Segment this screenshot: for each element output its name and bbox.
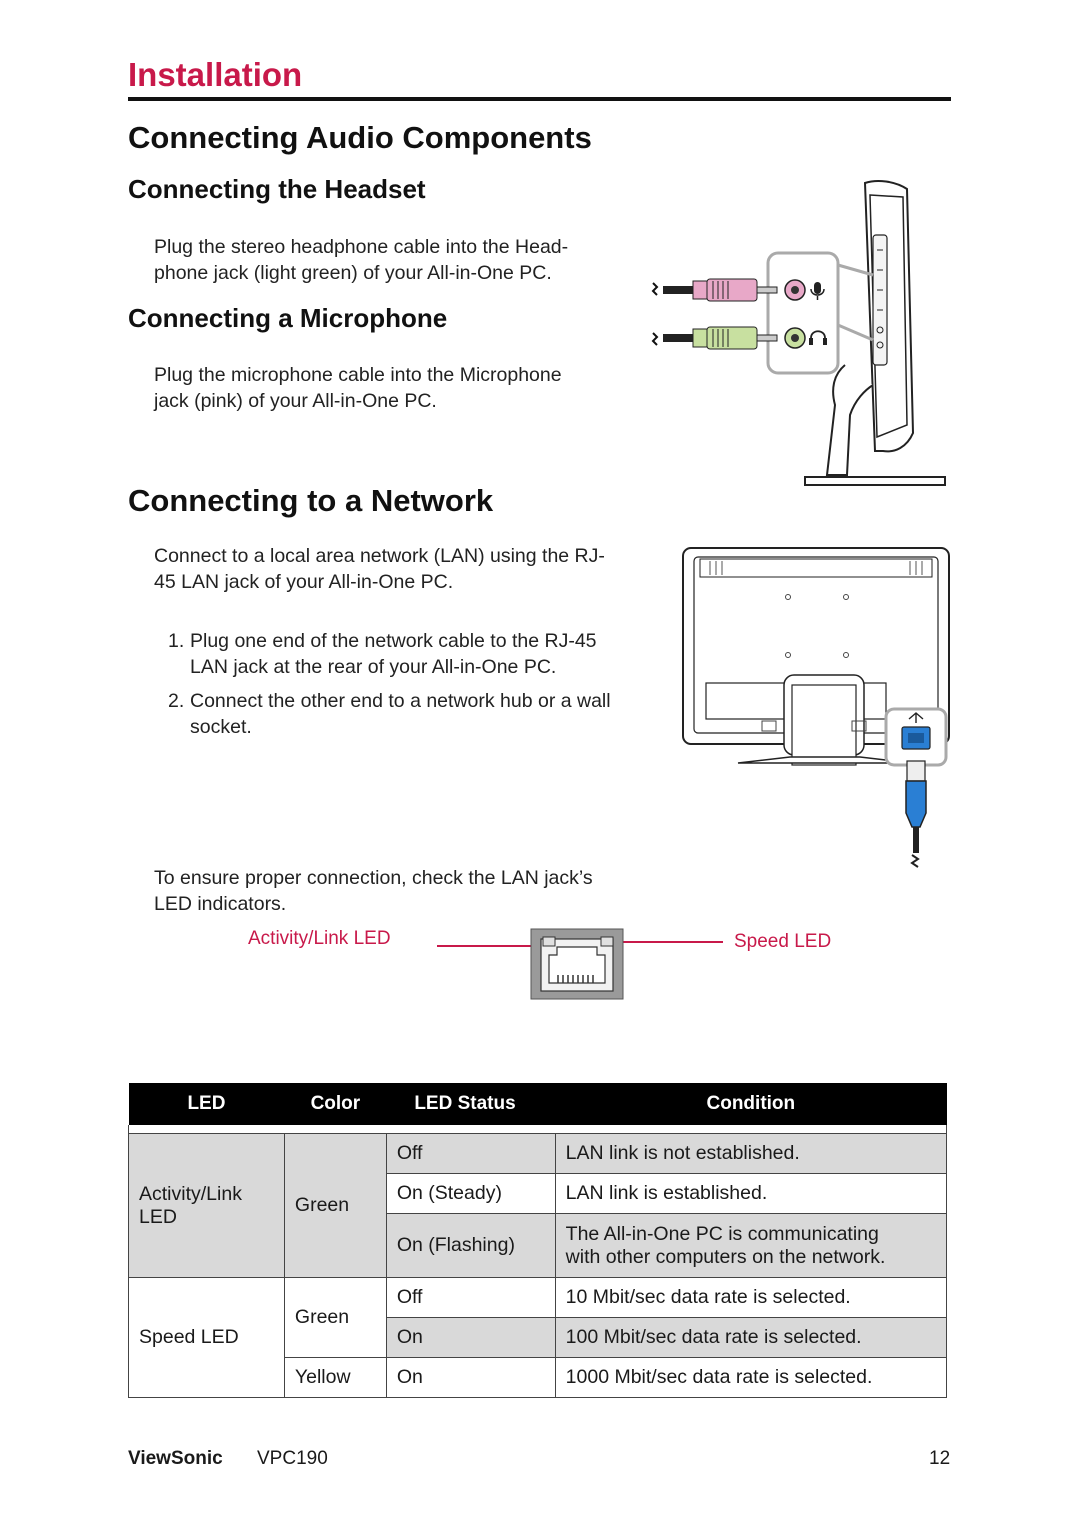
check-text-line1: To ensure proper connection, check the LAN jack’s xyxy=(154,867,593,889)
headset-text-line2: phone jack (light green) of your All-in-One PC. xyxy=(154,262,552,284)
network-intro-line2: 45 LAN jack of your All-in-One PC. xyxy=(154,571,454,593)
step-2-line2: socket. xyxy=(190,716,252,738)
headset-text xyxy=(154,234,568,286)
table-row xyxy=(129,1134,947,1174)
speed-status-on-green: On xyxy=(386,1318,555,1358)
header-color: Color xyxy=(284,1083,386,1125)
header-condition: Condition xyxy=(555,1083,946,1125)
audio-title: Connecting Audio Components xyxy=(128,120,592,155)
step-2-number: 2. xyxy=(168,690,185,712)
flashing-condition-line1: The All-in-One PC is communicating xyxy=(565,1222,879,1245)
speed-led-label: Speed LED xyxy=(734,931,832,952)
table-row xyxy=(129,1278,947,1318)
headset-text-line1: Plug the stereo headphone cable into the Head- xyxy=(154,236,569,258)
footer-model: VPC190 xyxy=(257,1448,328,1469)
lan-jack-diagram xyxy=(435,925,725,1005)
microphone-text-line2: jack (pink) of your All-in-One PC. xyxy=(154,390,437,412)
led-table xyxy=(128,1083,947,1398)
header-rule xyxy=(128,97,951,101)
activity-led-line1: Activity/Link xyxy=(139,1182,242,1205)
headset-heading: Connecting the Headset xyxy=(128,174,426,204)
speed-color-green: Green xyxy=(284,1278,386,1358)
speed-status-off: Off xyxy=(386,1278,555,1318)
activity-condition-steady: LAN link is established. xyxy=(555,1174,946,1214)
speed-color-yellow: Yellow xyxy=(284,1358,386,1398)
step-2-text xyxy=(190,688,670,740)
header-led: LED xyxy=(129,1083,285,1125)
speed-condition-100: 100 Mbit/sec data rate is selected. xyxy=(555,1318,946,1358)
step-1-line2: LAN jack at the rear of your All-in-One PC. xyxy=(190,656,557,678)
table-header-row xyxy=(129,1083,947,1125)
header-led-status: LED Status xyxy=(386,1083,555,1125)
flashing-condition-line2: with other computers on the network. xyxy=(565,1245,886,1268)
activity-status-steady: On (Steady) xyxy=(386,1174,555,1214)
step-1-text xyxy=(190,628,670,680)
step-1-number: 1. xyxy=(168,630,185,652)
speed-status-on-yellow: On xyxy=(386,1358,555,1398)
step-2-line1: Connect the other end to a network hub or a wall xyxy=(190,690,611,712)
page-number: 12 xyxy=(929,1448,951,1469)
speed-led-cell: Speed LED xyxy=(129,1278,285,1398)
speed-condition-10: 10 Mbit/sec data rate is selected. xyxy=(555,1278,946,1318)
step-1 xyxy=(168,628,668,680)
check-text xyxy=(154,865,593,917)
step-1-line1: Plug one end of the network cable to the RJ-45 xyxy=(190,630,597,652)
activity-status-flashing: On (Flashing) xyxy=(386,1214,555,1278)
activity-led-line2: LED xyxy=(139,1205,177,1228)
activity-color-cell: Green xyxy=(284,1134,386,1278)
step-2 xyxy=(168,688,668,740)
network-intro-line1: Connect to a local area network (LAN) using the RJ- xyxy=(154,545,605,567)
section-title: Installation xyxy=(128,56,303,93)
activity-condition-flashing xyxy=(555,1214,946,1278)
network-title: Connecting to a Network xyxy=(128,483,494,518)
activity-led-label: Activity/Link LED xyxy=(248,928,391,949)
network-intro xyxy=(154,543,605,595)
audio-illustration xyxy=(645,175,955,495)
microphone-text xyxy=(154,362,562,414)
microphone-text-line1: Plug the microphone cable into the Microphone xyxy=(154,364,562,386)
activity-led-cell xyxy=(129,1134,285,1278)
check-text-line2: LED indicators. xyxy=(154,893,287,915)
footer-brand: ViewSonic xyxy=(128,1448,223,1469)
activity-condition-off: LAN link is not established. xyxy=(555,1134,946,1174)
activity-status-off: Off xyxy=(386,1134,555,1174)
speed-condition-1000: 1000 Mbit/sec data rate is selected. xyxy=(555,1358,946,1398)
microphone-heading: Connecting a Microphone xyxy=(128,303,448,333)
network-illustration xyxy=(680,545,955,875)
